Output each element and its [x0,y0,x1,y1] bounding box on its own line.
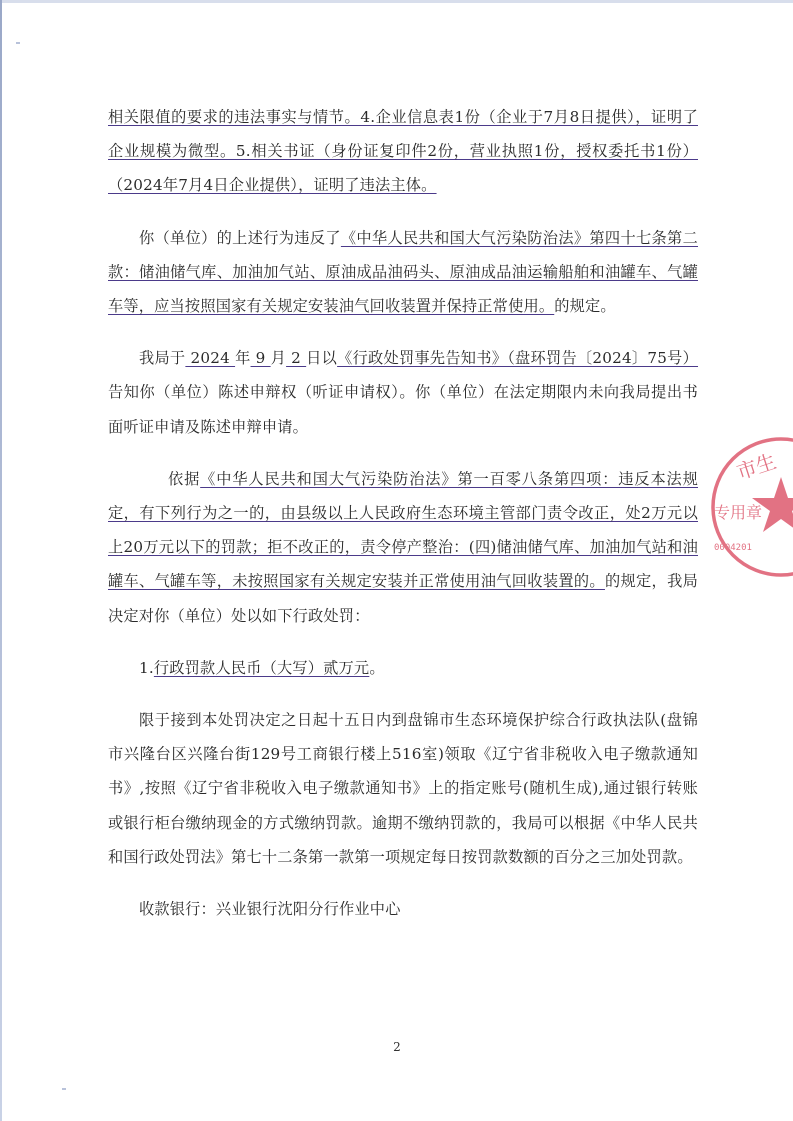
paragraph-bank [108,892,698,926]
paragraph-text: 1. [139,658,154,677]
paragraph-basis [108,462,698,633]
paragraph-gap [108,685,698,703]
underlined-text: 9 [250,349,271,368]
svg-text:0004201: 0004201 [714,543,752,553]
svg-text:市生: 市生 [733,449,780,485]
paragraph-text: 的规定，我局决定对你（单位）处以如下行政处罚： [108,572,699,625]
scan-edge-left [0,0,2,1121]
scan-speck [16,42,20,44]
document-body [108,100,698,926]
paragraph-payment [108,703,698,874]
underlined-text: 《中华人民共和国大气污染防治法》第一百零八条第四项：违反本法规定，有下列行为之一的，由县级以上人民政府生态环境主管部门责令改正，处2万元以上20万元以下的罚款；拒不改正的，责令停产整治：(四)储油储气库、加油加气站和油罐车、气罐车等，未按照国家有关规定安装并正常使用油气回收装置的。 [108,469,698,591]
underlined-text: 2 [286,349,307,368]
paragraph-text: 限于接到本处罚决定之日起十五日内到盘锦市生态环境保护综合行政执法队(盘锦市兴隆台区兴隆台街129号工商银行楼上516室)领取《辽宁省非税收入电子缴款通知书》,按照《辽宁省非税收入电子缴款通知书》上的指定账号(随机生成),通过银行转账或银行柜台缴纳现金的方式缴纳罚款。逾期不缴纳罚款的，我局可以根据《中华人民共和国行政处罚法》第七十二条第一款第一项规定每日按罚款数额的百分之三加处罚款。 [108,711,698,866]
paragraph-gap [108,323,698,341]
paragraph-text: 月 [270,349,287,368]
paragraph-notice [108,341,698,444]
underlined-text: 行政罚款人民币（大写）贰万元 [153,658,370,677]
paragraph-penalty [108,651,698,685]
scan-edge-top [0,0,793,3]
svg-text:专用章: 专用章 [714,503,763,522]
paragraph-text: 你（单位）的上述行为违反了 [139,228,341,247]
paragraph-gap [108,444,698,462]
paragraph-gap [108,633,698,651]
underlined-text: 《中华人民共和国大气污染防治法》第四十七条第二款：储油储气库、加油加气站、原油成品油码头、原油成品油运输船舶和油罐车、气罐车等，应当按照国家有关规定安装油气回收装置并保持正常使用。 [108,228,698,316]
paragraph-violation [108,221,698,324]
underlined-text: 相关限值的要求的违法事实与情节。4.企业信息表1份（企业于7月8日提供），证明了企业规模为微型。5.相关书证（身份证复印件2份，营业执照1份，授权委托书1份）（2024年7月4日企业提供），证明了违法主体。 [108,108,698,195]
paragraph-gap [108,203,698,221]
underlined-text: 《行政处罚事先告知书》（盘环罚告〔2024〕75号） [337,349,699,368]
paragraph-text: 。 [369,658,385,677]
official-seal-stamp [706,432,793,582]
paragraph-text: 日以 [306,349,338,368]
paragraph-text: 收款银行：兴业银行沈阳分行作业中心 [139,900,401,919]
paragraph-text: 我局于 [139,349,186,368]
paragraph-text: 依据 [168,469,201,488]
paragraph-text: 年 [235,349,251,368]
underlined-text: 2024 [185,349,236,368]
paragraph-gap [108,874,698,892]
page-number: 2 [393,1040,401,1054]
paragraph-text: 告知你（单位）陈述申辩权（听证申请权）。你（单位）在法定期限内未向我局提出书面听证申请及陈述申辩申请。 [108,383,698,436]
paragraph-text: 的规定。 [554,297,616,316]
paragraph-evidence-cont [108,100,698,203]
scan-speck [62,1088,66,1090]
